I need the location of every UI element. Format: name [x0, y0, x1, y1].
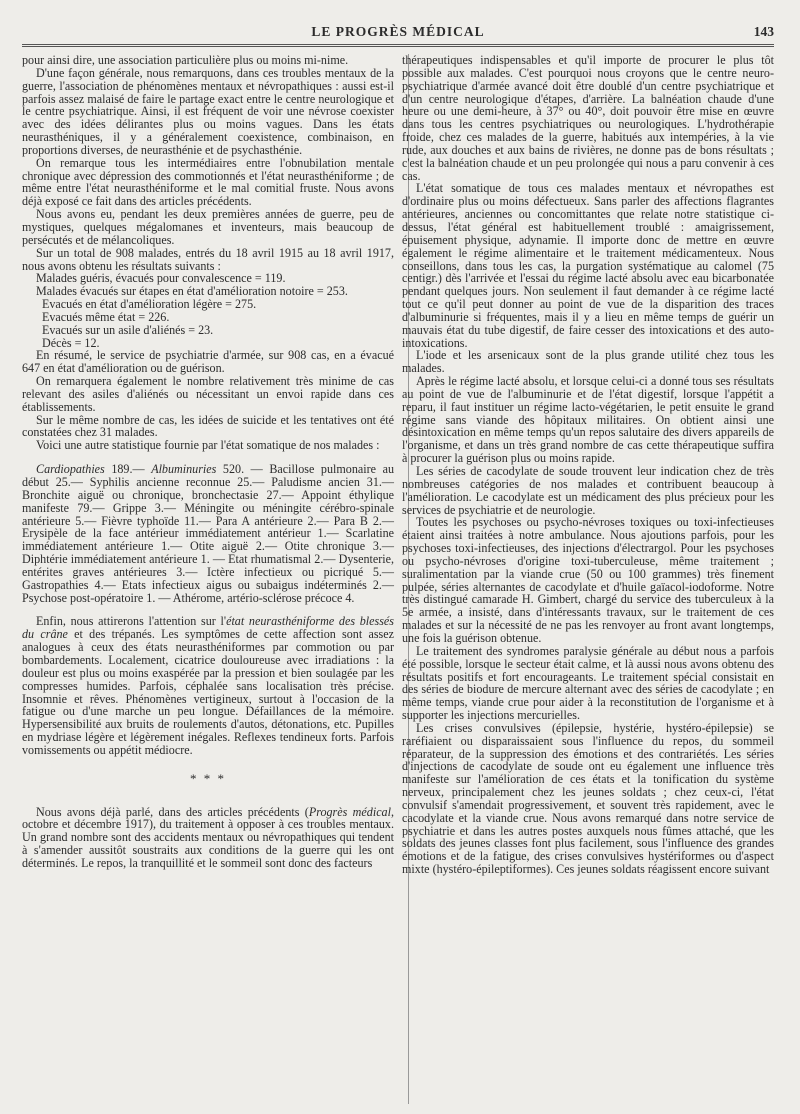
paragraph: Nous avons eu, pendant les deux premières années de guerre, peu de mystiques, quelques mégalomanes et inventeurs, mais beaucoup de persécutés et de mélancoliques. — [22, 207, 394, 247]
stat-line: Décès = 12. — [42, 335, 100, 350]
paragraph: On remarque tous les intermédiaires entre l'obnubilation mentale chronique avec dépression des commotionnés et l'état neurasthéniforme ; de même entre l'état neurasthéniforme et le mal comitial fruste. Nous avons déjà exposé ce fait dans des articles précédents. — [22, 155, 394, 209]
section-asterism: * * * — [190, 770, 226, 786]
paragraph — [22, 806, 394, 870]
somatic-statistics — [22, 463, 394, 604]
paragraph — [22, 615, 394, 756]
header-rule — [22, 44, 774, 47]
paragraph: Toutes les psychoses ou psycho-névroses toxiques ou toxi-infectieuses étaient ainsi traitées à notre ambulance. Nous ajoutions parfois, pour les psychoses toxi-infectieuses, des injections d'électrargol. Pour les psychoses ou psycho-névroses d'origine toxi-tuberculeuse, même traitement ; suralimentation par la viande crue (50 ou 100 grammes) très finement pulpée, séries alternantes de cacodylate et d'huile gaïacol-iodoforme. Notre très distingué camarade H. Gimbert, chargé du service des tuberculeux à la 5e armée, a insisté, dans d'intéressants travaux, sur le traitement de ces malades et sur la nécessité de ne pas les renvoyer au front avant longtemps, une fois la guérison obtenue. — [402, 515, 774, 645]
cardiopathies-value: 189.— — [104, 462, 152, 477]
albuminuries-label: Albuminuries — [151, 462, 217, 477]
stat-line: Malades guéris, évacués pour convalescence = 119. — [36, 271, 286, 286]
statistics-text: 520. — Bacillose pulmonaire au début 25.— Syphilis ancienne reconnue 25.— Paludisme ancien 31.— Bronchite aiguë ou chronique, bronchectasie 27.— Appoint éthylique manifeste 79.— Grippe 3.— Méningite ou méningite cérébro-spinale antérieure 5.— Fièvre typhoïde 11.— Para A antérieure 2.— Para B 2.— Erysipèle de la face antérieur immédiatement antérieur 1.— Scarlatine immédiatement antérieure 1.— Otite aiguë 2.— Otite chronique 3.— Diphtérie immédiatement antérieure 1. — Etat rhumatismal 2.— Dysenterie, entérites graves antérieures 3.— Ictère infectieux ou picriqué 5.— Gastropathies 4.— Etats infectieux aigus ou subaigus indéterminés 2.— Psychose post-opératoire 1. — Athérome, artério-sclérose précoce 4. — [22, 462, 394, 605]
left-column — [22, 54, 394, 876]
paragraph: thérapeutiques indispensables et qu'il importe de procurer le plus tôt possible aux malades. C'est pourquoi nous croyons que le centre neuro-psychiatrique d'armée avancé doit être doublé d'un centre psychiatrique et d'un centre neurologique d'étapes, d'arrière. La balnéation chaude d'une heure ou une demi-heure, à 37° ou 40°, doit pouvoir être mise en œuvre dans tous les centres psychiatriques ou neurologiques. L'hydrothérapie froide, chez ces malades de la guerre, habitués aux intempéries, à la vie rude, aux douches et aux bains de rivières, ne donne pas de bons résultats ; c'est la balnéation chaude et un peu prolongée qui nous a paru convenir à ces cas. — [402, 53, 774, 183]
paragraph: On remarquera également le nombre relativement très minime de cas relevant des asiles d'aliénés ou nécessitant un envoi rapide dans ces établissements. — [22, 374, 394, 414]
stat-line: Evacués même état = 226. — [42, 309, 170, 324]
text-columns — [22, 54, 774, 876]
paragraph: Les crises convulsives (épilepsie, hystérie, hystéro-épilepsie) se raréfiaient ou disparaissaient sous l'influence du repos, du sommeil réparateur, de la suppression des émotions et des contrariétés. Les séries d'injections de cacodylate de soude ont eu également une influence très manifeste sur l'amélioration de ces états et la tonification du système nerveux, principalement chez les jeunes soldats ; chez ceux-ci, l'état convulsif s'amendait progressivement, et souvent très rapidement, avec le cacodylate et la viande crue. Nous avons remarqué dans notre service de psychiatrie et dans les autres postes auxquels nous fûmes attaché, que les soldats des jeunes classes font plus facilement, sous l'influence des grandes émotions et de la fatigue, des crises convulsives hystériformes ou d'aspect mixte (hystéro-épileptiformes). Ces jeunes soldats réagissent encore suivant — [402, 720, 774, 877]
right-column — [402, 54, 774, 876]
paragraph: L'iode et les arsenicaux sont de la plus grande utilité chez tous les malades. — [402, 348, 774, 376]
text-run: et des trépanés. Les symptômes de cette affection sont assez analogues à ceux des états neurasthéniformes par commotion ou par bombardements. Localement, cicatrice douloureuse avec irradiations : la douleur est plus ou moins exaspérée par la pression et bien soulagée par les compresses humides. Parfois, céphalée sans localisation très précise. Insomnie et rêves. Phénomènes vertigineux, surtout à l'occasion de la fatigue ou d'une marche un peu longue. Défaillances de la mémoire. Hypersensibilité aux bruits de roulements d'autos, détonations, etc. Pupilles en mydriase légère et légèrement inégales. Reflexes tendineux forts. Parfois vomissements ou appétit médiocre. — [22, 627, 394, 757]
text-run: Enfin, nous attirerons l'attention sur l' — [36, 614, 227, 629]
paragraph: L'état somatique de tous ces malades mentaux et névropathes est d'ordinaire plus ou moins défectueux. Sans parler des affections flagrantes antérieures, anciennes ou concomittantes que relate notre statistique ci-dessus, l'état général est habituellement troublé : amaigrissement, épuisement physique, adynamie. Il importe donc de mettre en œuvre également le régime alimentaire et le traitement médicamenteux. Nous conseillons, dans tous les cas, la purgation systématique au calomel (75 centigr.) dès l'arrivée et l'essai du régime lacté absolu avec eau bicarbonatée pendant quelques jours. Non seulement il faut demander à ce régime lacté tout ce qu'il peut donner au point de vue de la disparition des traces d'albuminurie si fréquentes, mais il y a lieu en même temps de guérir un mauvais état du tube digestif, de faire cesser des intoxications et des auto-intoxications. — [402, 181, 774, 350]
paragraph: D'une façon générale, nous remarquons, dans ces troubles mentaux de la guerre, l'association de phénomènes mentaux et névropathiques : aussi est-il parfois assez malaisé de faire le partage exact entre le centre neurologique et le centre psychiatrique. Ainsi, il est fréquent de voir une névrose coexister avec des idées délirantes plus ou moins vagues. Dans les états neurasthéniques, il y a généralement coexistence, combinaison, en proportions diverses, de neurasthénie et de psychasthénie. — [22, 65, 394, 157]
paragraph: Sur le même nombre de cas, les idées de suicide et les tentatives ont été constatées chez 31 malades. — [22, 412, 394, 440]
italic-run: Progrès médical — [308, 804, 391, 819]
cardiopathies-label: Cardiopathies — [36, 462, 105, 477]
paragraph: Sur un total de 908 malades, entrés du 18 avril 1915 au 18 avril 1917, nous avons obtenu les résultats suivants : — [22, 245, 394, 273]
paragraph: pour ainsi dire, une association particulière plus ou moins mi-nime. — [22, 53, 349, 67]
paragraph: Les séries de cacodylate de soude trouvent leur indication chez de très nombreuses catégories de nos malades et contribuent beaucoup à l'amélioration. Le cacodylate est un médicament des plus précieux pour les services de psychiatrie et de neurologie. — [402, 464, 774, 517]
page-number: 143 — [753, 24, 774, 39]
page-header — [22, 0, 774, 39]
text-run: , octobre et décembre 1917), du traitement à opposer à ces troubles mentaux. Un grand nombre sont des accidents mentaux ou névropathiques qui tendent à s'amender aussitôt soustraits aux conditions de la guerre qui les ont déterminés. Le repos, la tranquillité et le sommeil sont donc des facteurs — [22, 804, 394, 870]
paragraph: Le traitement des syndromes paralysie générale au début nous a parfois été possible, lorsque le secteur était calme, et là aussi nous avons obtenu des résultats positifs et fort encourageants. Le traitement spécial consistait en des séries de biodure de mercure alternant avec des séries de cacodylate ; en même temps, viande crue pour aider à la reconstitution de l'organisme et à supporter les injections mercurielles. — [402, 643, 774, 723]
italic-run: état neurasthéniforme des blessés du crâne — [22, 614, 395, 642]
stat-line: Malades évacués sur étapes en état d'amélioration notoire = 253. — [36, 284, 348, 299]
running-title: LE PROGRÈS MÉDICAL — [311, 24, 485, 39]
paragraph: Après le régime lacté absolu, et lorsque celui-ci a donné tous ses résultats au point de vue de l'albuminurie et de l'état digestif, lorsque l'appétit a reparu, il faut instituer un régime lacto-végétarien, le petit ensuite le grand régime sans viande des hôpitaux militaires. On obtient ainsi une désintoxication en même temps qu'un repos salutaire des divers appareils de l'organisme, et dans un très grand nombre de cas cette thérapeutique suffira à procurer la guérison plus ou moins rapide. — [402, 374, 774, 466]
paragraph: Voici une autre statistique fournie par l'état somatique de nos malades : — [36, 438, 380, 453]
paragraph: En résumé, le service de psychiatrie d'armée, sur 908 cas, en a évacué 647 en état d'amélioration ou de guérison. — [22, 348, 394, 376]
stat-line: Evacués en état d'amélioration légère = 275. — [42, 297, 257, 312]
text-run: Nous avons déjà parlé, dans des articles précédents ( — [36, 804, 309, 819]
stat-line: Evacués sur un asile d'aliénés = 23. — [42, 322, 214, 337]
